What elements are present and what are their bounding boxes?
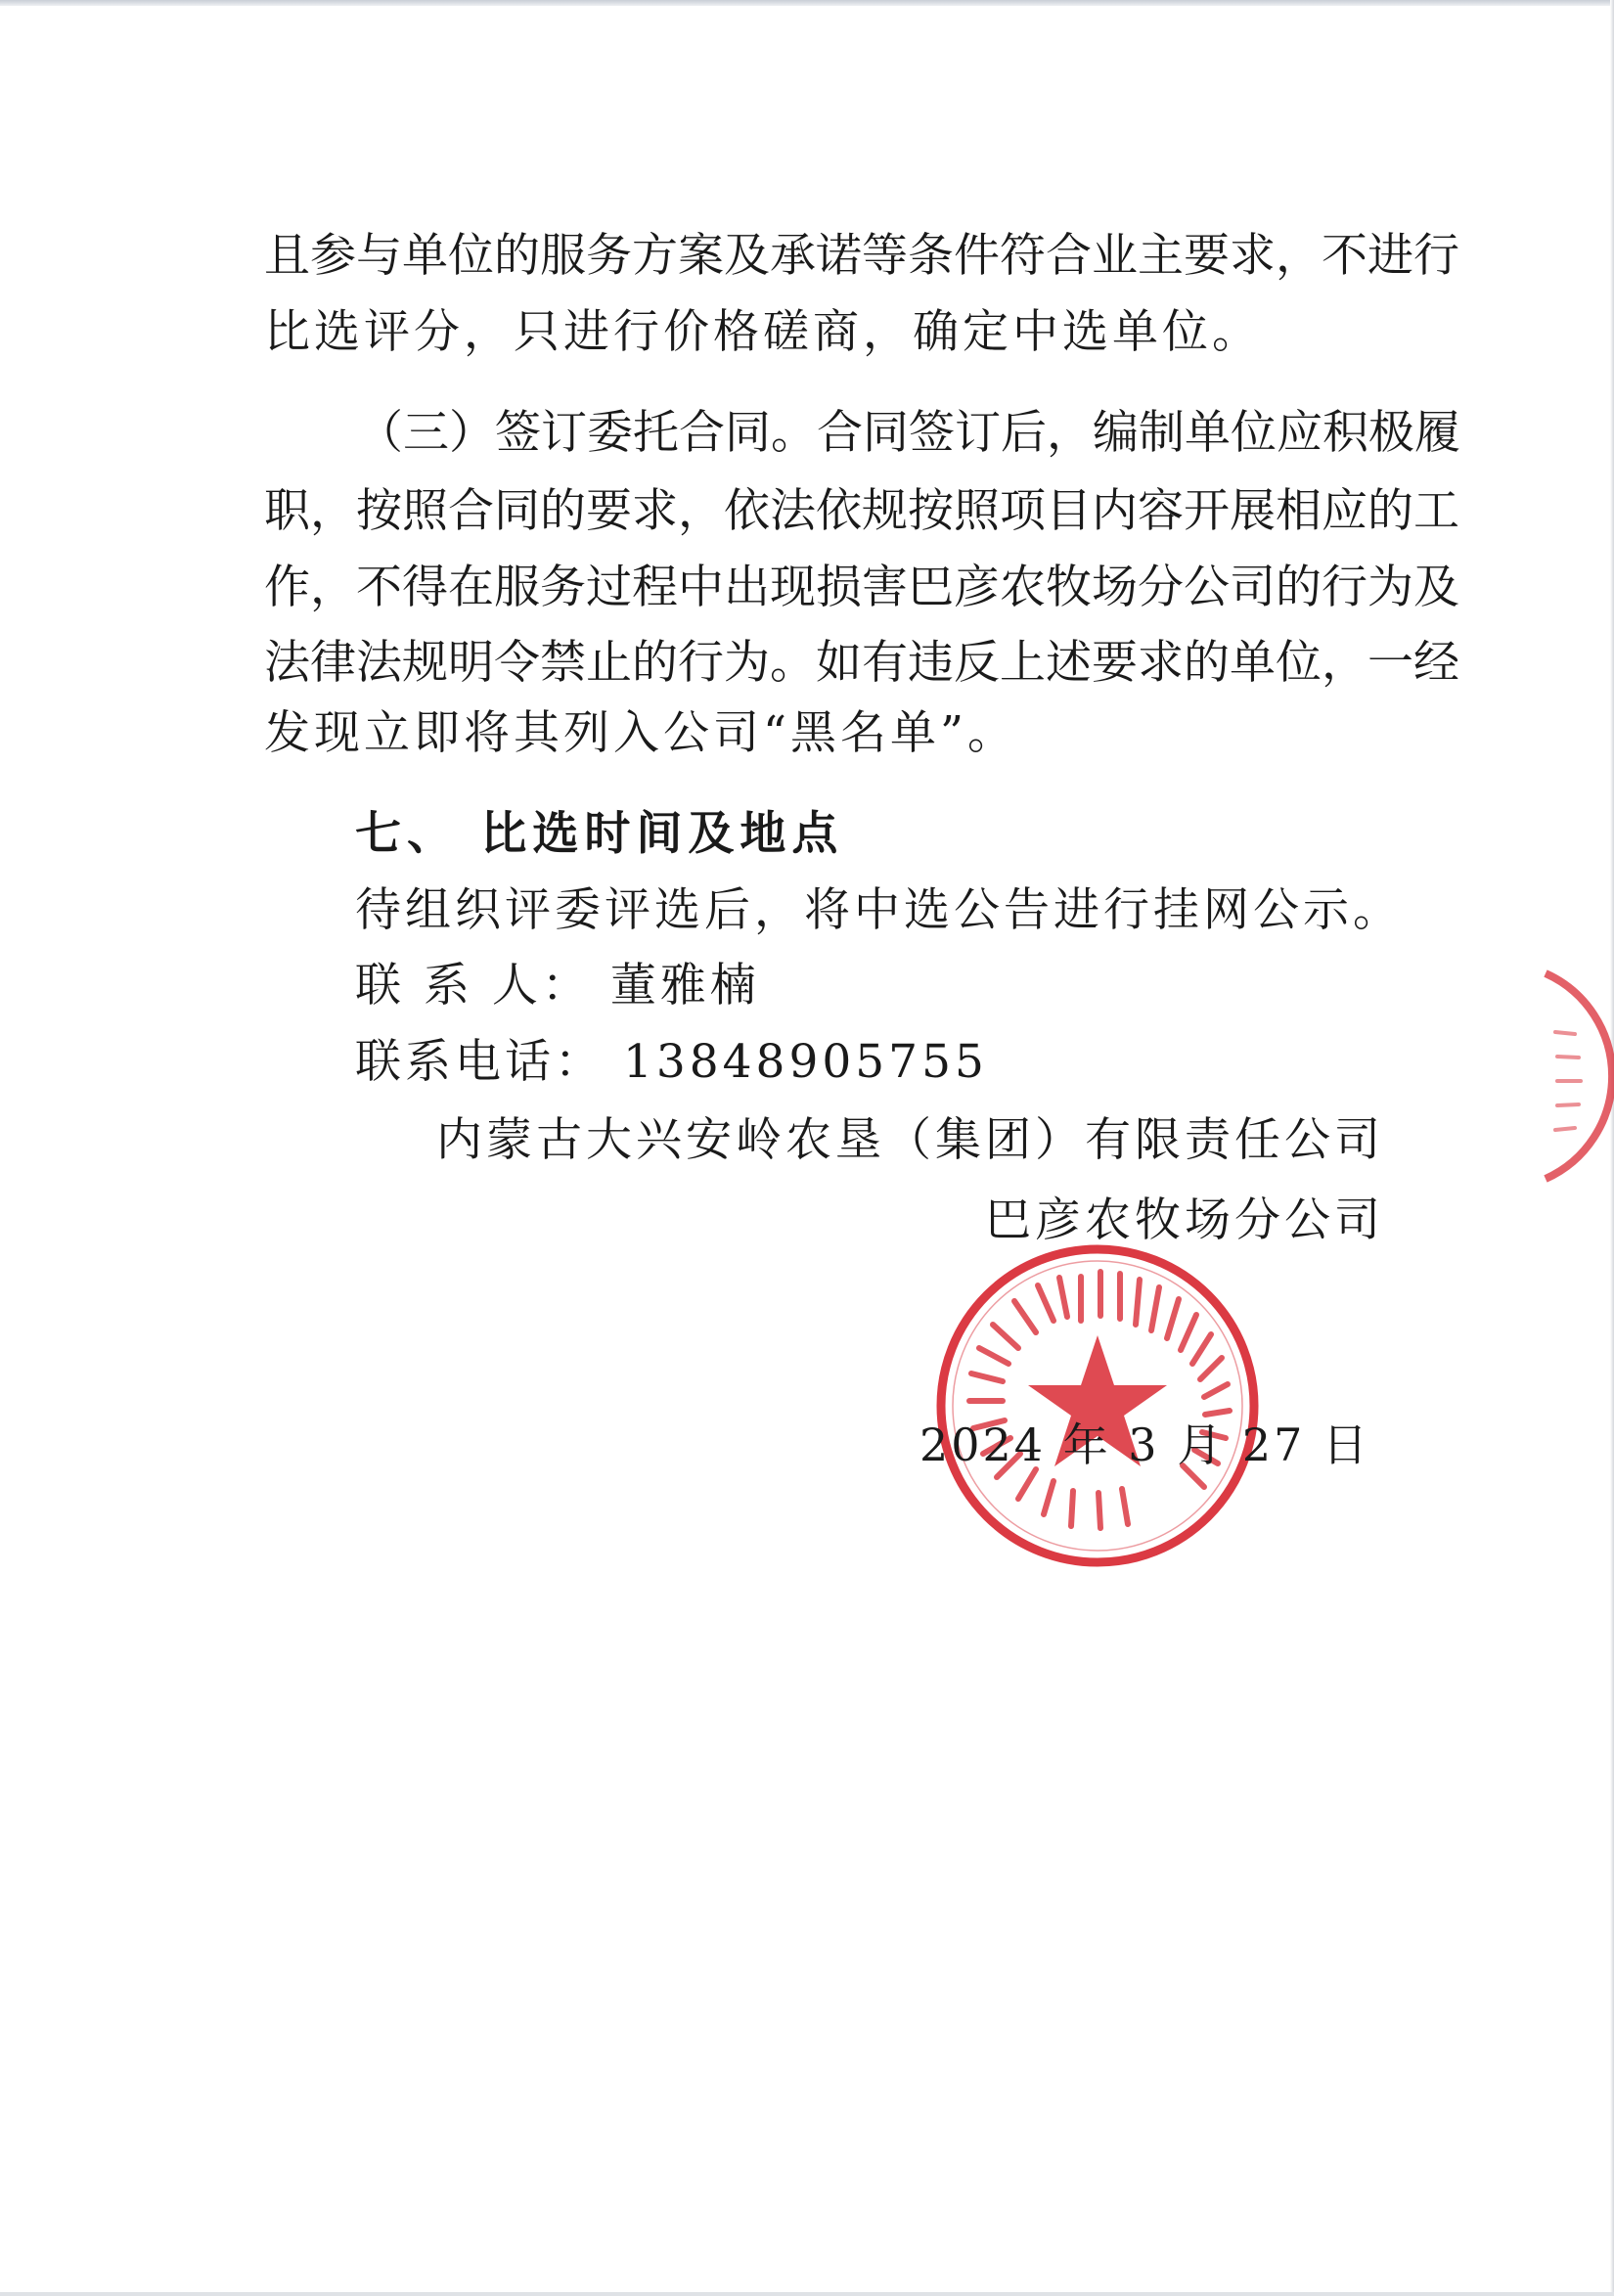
body-line-5: 作，不得在服务过程中出现损害巴彦农牧场分公司的行为及 (264, 561, 1459, 614)
body-line-7: 发现立即将其列入公司“黑名单”。 (264, 706, 1018, 760)
partial-seal (1536, 964, 1614, 1189)
section-text: 待组织评委评选后，将中选公告进行挂网公示。 (355, 883, 1403, 937)
section-heading: 七、 比选时间及地点 (355, 807, 844, 861)
official-seal (934, 1242, 1262, 1570)
body-line-4: 职，按照合同的要求，依法依规按照项目内容开展相应的工 (264, 484, 1459, 538)
body-line-3: （三）签订委托合同。合同签订后，编制单位应积极履 (357, 406, 1460, 460)
body-line-6: 法律法规明令禁止的行为。如有违反上述要求的单位，一经 (264, 636, 1459, 690)
contact-person: 联 系 人： 董雅楠 (355, 959, 760, 1013)
body-line-1: 且参与单位的服务方案及承诺等条件符合业主要求，不进行 (264, 229, 1459, 283)
contact-phone: 联系电话： 13848905755 (355, 1035, 988, 1089)
scan-edge-bottom (0, 2292, 1614, 2296)
body-line-2: 比选评分，只进行价格磋商，确定中选单位。 (264, 305, 1262, 359)
document-date: 2024 年 3 月 27 日 (919, 1418, 1370, 1471)
branch-name: 巴彦农牧场分公司 (985, 1193, 1384, 1247)
scan-edge-top (0, 0, 1614, 6)
company-name: 内蒙古大兴安岭农垦（集团）有限责任公司 (436, 1113, 1384, 1167)
